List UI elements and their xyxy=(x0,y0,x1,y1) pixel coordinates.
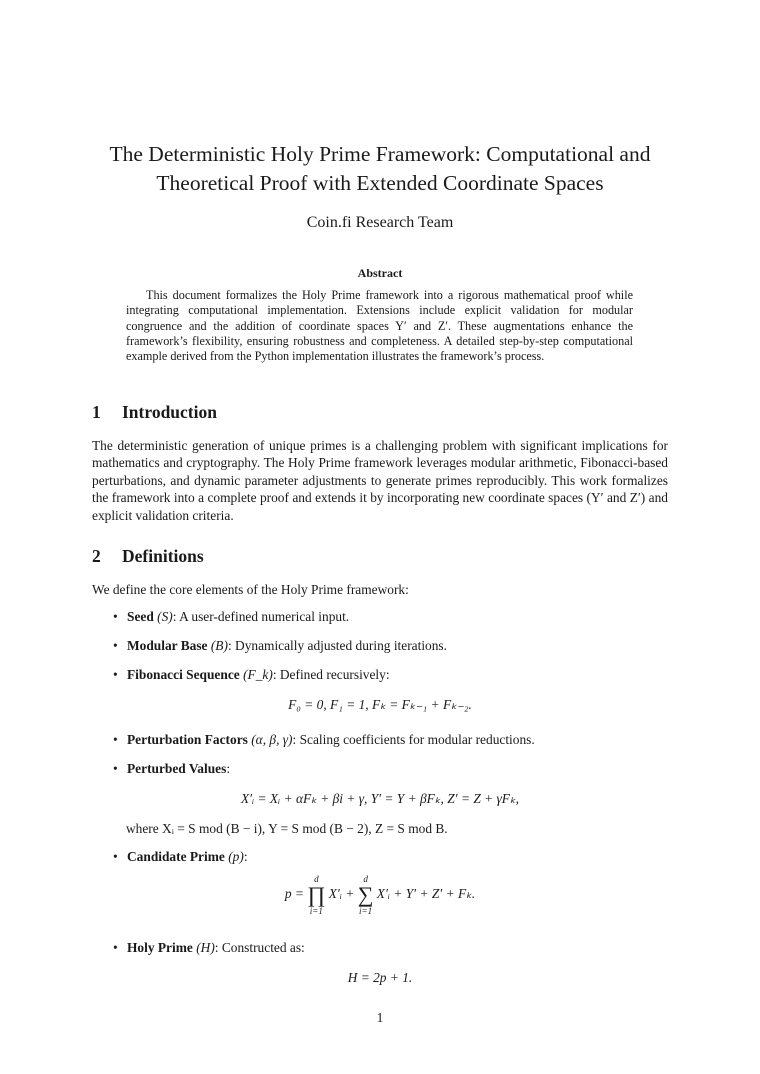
lower-limit: i=1 xyxy=(309,906,323,916)
introduction-paragraph: The deterministic generation of unique primes is a challenging problem with significant implications for mathematics and cryptography. The Holy Prime framework leverages modular arithmetic, Fibonacci-based perturbations, and dynamic parameter adjustments to generate primes reproducibly. This work formalizes the framework into a complete proof and extends it by incorporating new coordinate spaces (Y′ and Z′) and explicit validation criteria. xyxy=(92,438,668,523)
term: Seed xyxy=(127,609,154,624)
symbol: (B) xyxy=(210,638,228,653)
term: Fibonacci Sequence xyxy=(127,667,240,682)
sum-term: X′ᵢ + Y′ + Z′ + Fₖ. xyxy=(376,886,476,902)
term: Modular Base xyxy=(127,638,208,653)
list-item xyxy=(113,638,673,654)
description: : Constructed as: xyxy=(214,940,305,955)
section-number: 1 xyxy=(92,402,101,422)
product-symbol: ∏ xyxy=(307,882,326,907)
bullet-icon: • xyxy=(113,940,118,955)
section-heading-definitions xyxy=(92,546,204,567)
list-item xyxy=(113,940,673,956)
sum-operator xyxy=(358,874,374,916)
bullet-icon: • xyxy=(113,732,118,747)
product-operator xyxy=(307,874,325,916)
symbol: (S) xyxy=(157,609,173,624)
term: Holy Prime xyxy=(127,940,193,955)
product-term: X′ᵢ + xyxy=(328,886,355,902)
list-item xyxy=(113,609,673,625)
page-number: 1 xyxy=(376,1010,384,1025)
section-number: 2 xyxy=(92,546,101,566)
list-item xyxy=(113,849,673,865)
lower-limit: i=1 xyxy=(359,906,373,916)
description: : Dynamically adjusted during iterations. xyxy=(227,638,447,653)
symbol: (p) xyxy=(228,849,244,864)
list-item xyxy=(113,732,673,748)
upper-limit: d xyxy=(314,874,319,884)
term: Candidate Prime xyxy=(127,849,225,864)
sum-symbol: ∑ xyxy=(357,882,374,907)
fibonacci-equation: F₀ = 0, F₁ = 1, Fₖ = Fₖ₋₁ + Fₖ₋₂. xyxy=(288,697,472,712)
description: : Defined recursively: xyxy=(272,667,390,682)
definitions-intro: We define the core elements of the Holy Prime framework: xyxy=(92,582,409,597)
holy-prime-equation: H = 2p + 1. xyxy=(347,970,413,985)
bullet-icon: • xyxy=(113,609,118,624)
bullet-icon: • xyxy=(113,667,118,682)
abstract-heading: Abstract xyxy=(357,266,403,280)
perturbed-values-equation: X′ᵢ = Xᵢ + αFₖ + βi + γ, Y′ = Y + βFₖ, Z′ = Z + γFₖ, xyxy=(240,791,520,806)
candidate-prime-equation xyxy=(92,874,668,916)
list-item xyxy=(113,761,673,777)
title-line-1: The Deterministic Holy Prime Framework: Computational and xyxy=(109,142,651,166)
abstract-text: This document formalizes the Holy Prime framework into a rigorous mathematical proof while integrating computational implementation. Extensions include explicit validation for modular congruence and the addition of coordinate spaces Y′ and Z′. These augmentations enhance the framework’s flexibility, ensuring robustness and completeness. A detailed step-by-step computational example derived from the Python implementation illustrates the framework’s process. xyxy=(126,288,633,364)
symbol: (F_k) xyxy=(243,667,273,682)
equation-prefix: p = xyxy=(284,886,304,902)
section-title: Introduction xyxy=(122,402,217,422)
symbol: (H) xyxy=(196,940,215,955)
description: : xyxy=(226,761,231,776)
term: Perturbation Factors xyxy=(127,732,248,747)
section-title: Definitions xyxy=(122,546,204,566)
term: Perturbed Values xyxy=(127,761,227,776)
bullet-icon: • xyxy=(113,761,118,776)
title-line-2: Theoretical Proof with Extended Coordinate Spaces xyxy=(156,171,604,195)
section-heading-introduction xyxy=(92,402,217,423)
description: : xyxy=(243,849,248,864)
description: : Scaling coefficients for modular reductions. xyxy=(292,732,535,747)
symbol: (α, β, γ) xyxy=(251,732,293,747)
author: Coin.fi Research Team xyxy=(306,214,454,231)
bullet-icon: • xyxy=(113,638,118,653)
paper-title xyxy=(60,140,700,198)
where-clause: where Xᵢ = S mod (B − i), Y = S mod (B − 2), Z = S mod B. xyxy=(126,821,448,836)
upper-limit: d xyxy=(363,874,368,884)
list-item xyxy=(113,667,673,683)
bullet-icon: • xyxy=(113,849,118,864)
description: : A user-defined numerical input. xyxy=(172,609,350,624)
